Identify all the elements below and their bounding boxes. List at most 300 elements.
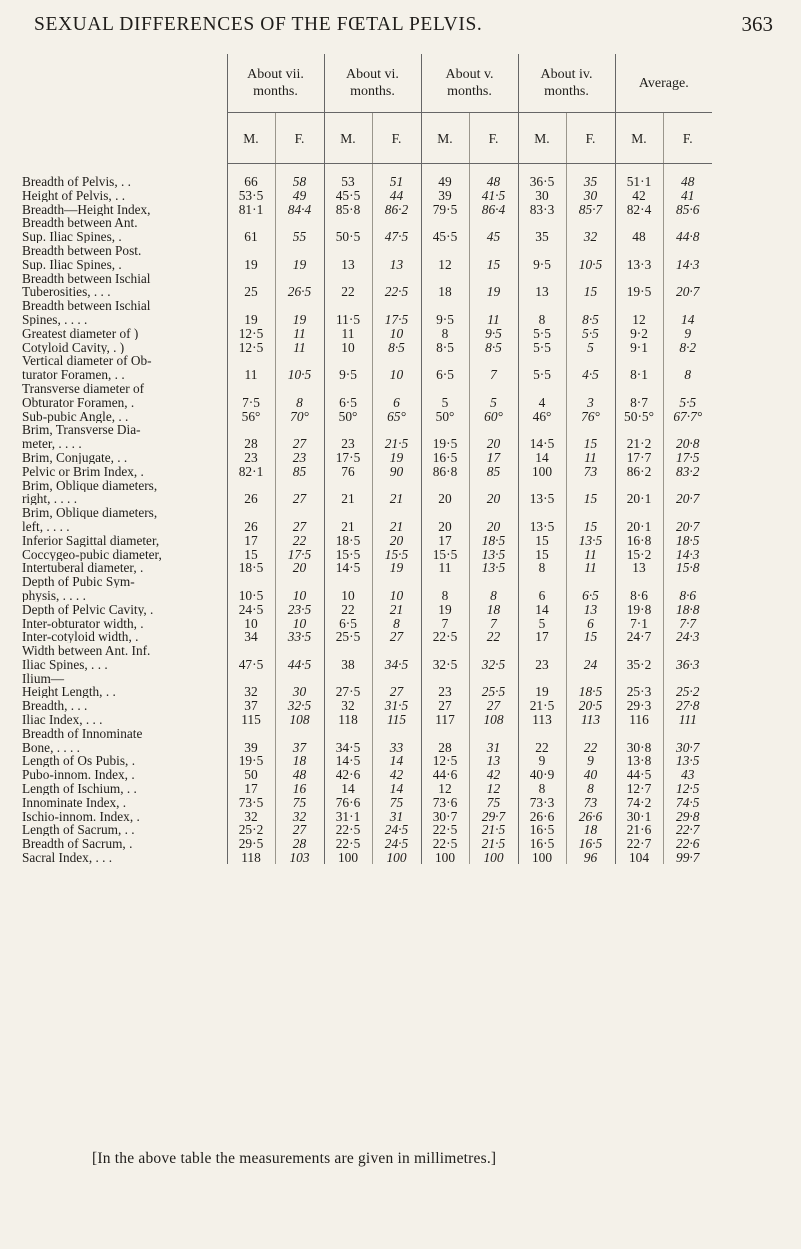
table-row	[20, 602, 712, 616]
cell-male: 14·5	[324, 754, 372, 768]
cell-female	[663, 643, 712, 657]
cell-male: 79·5	[421, 202, 469, 216]
cell-female: 7	[469, 367, 518, 381]
cell-male: 19	[518, 685, 566, 699]
table-row	[20, 409, 712, 423]
cell-male: 47·5	[227, 657, 275, 671]
cell-female: 24·5	[372, 836, 421, 850]
group-header: About vi. months.	[324, 54, 421, 113]
row-label: Breadth of Sacrum, .	[22, 836, 133, 851]
cell-male	[615, 354, 663, 368]
cell-male	[324, 726, 372, 740]
cell-male: 35·2	[615, 657, 663, 671]
cell-female: 21	[372, 492, 421, 506]
cell-female: 9	[663, 326, 712, 340]
cell-male: 32·5	[421, 657, 469, 671]
cell-male: 18·5	[324, 533, 372, 547]
group-header: About iv. months.	[518, 54, 615, 113]
cell-male: 42·6	[324, 767, 372, 781]
cell-female: 11	[275, 340, 324, 354]
row-label: Brim, Oblique diameters,	[22, 477, 158, 492]
row-label: Bone, . . . .	[22, 739, 80, 754]
cell-male	[421, 216, 469, 230]
cell-male	[615, 671, 663, 685]
cell-female: 111	[663, 712, 712, 726]
cell-male: 13	[518, 285, 566, 299]
cell-female	[469, 574, 518, 588]
cell-male: 66	[227, 164, 275, 189]
cell-male	[615, 298, 663, 312]
cell-male: 9·2	[615, 326, 663, 340]
cell-male: 5	[421, 395, 469, 409]
cell-male	[227, 216, 275, 230]
cell-male: 17	[227, 533, 275, 547]
cell-male: 34	[227, 630, 275, 644]
cell-male: 24·5	[227, 602, 275, 616]
cell-female: 11	[275, 326, 324, 340]
cell-male: 44·5	[615, 767, 663, 781]
cell-male	[421, 671, 469, 685]
table-row	[20, 395, 712, 409]
cell-female: 22·6	[663, 836, 712, 850]
sex-header: F.	[469, 113, 518, 164]
cell-male	[324, 298, 372, 312]
page-number: 363	[741, 12, 773, 36]
table-row	[20, 726, 712, 740]
cell-female: 65°	[372, 409, 421, 423]
cell-female: 30	[275, 685, 324, 699]
cell-female	[469, 643, 518, 657]
cell-male: 61	[227, 229, 275, 243]
cell-female: 15	[566, 285, 615, 299]
cell-male: 23	[227, 450, 275, 464]
cell-male: 4	[518, 395, 566, 409]
row-label: Obturator Foramen, .	[22, 394, 135, 409]
cell-female	[372, 505, 421, 519]
cell-female: 22·5	[372, 285, 421, 299]
table-row	[20, 809, 712, 823]
row-label: right, . . . .	[22, 491, 78, 506]
cell-female: 74·5	[663, 795, 712, 809]
cell-female: 85	[469, 464, 518, 478]
cell-female: 30	[566, 188, 615, 202]
cell-male: 34·5	[324, 740, 372, 754]
cell-male	[227, 298, 275, 312]
cell-female: 11	[566, 547, 615, 561]
cell-female: 36·3	[663, 657, 712, 671]
group-header: About vii. months.	[227, 54, 324, 113]
cell-male	[421, 423, 469, 437]
cell-female	[469, 298, 518, 312]
cell-female: 44·8	[663, 229, 712, 243]
cell-male	[227, 726, 275, 740]
cell-female: 76°	[566, 409, 615, 423]
cell-female: 19	[275, 312, 324, 326]
cell-male: 23	[421, 685, 469, 699]
cell-female: 8	[469, 588, 518, 602]
cell-male: 28	[227, 436, 275, 450]
cell-female: 86·2	[372, 202, 421, 216]
cell-female	[275, 726, 324, 740]
cell-male: 7	[421, 616, 469, 630]
cell-male	[324, 574, 372, 588]
cell-male	[227, 243, 275, 257]
cell-female: 18	[469, 602, 518, 616]
cell-male	[421, 478, 469, 492]
table-row	[20, 216, 712, 230]
cell-female: 41·5	[469, 188, 518, 202]
cell-female: 45	[469, 229, 518, 243]
cell-male	[227, 354, 275, 368]
row-label: Inter-cotyloid width, .	[22, 629, 139, 644]
table-row	[20, 367, 712, 381]
cell-female	[663, 354, 712, 368]
cell-male: 32	[227, 809, 275, 823]
cell-male: 10	[227, 616, 275, 630]
cell-female: 34·5	[372, 657, 421, 671]
cell-female: 26·5	[275, 285, 324, 299]
cell-female: 17	[469, 450, 518, 464]
cell-male: 11·5	[324, 312, 372, 326]
cell-male: 22	[324, 602, 372, 616]
cell-male: 13·5	[518, 519, 566, 533]
cell-female: 96	[566, 850, 615, 864]
cell-male: 22	[324, 285, 372, 299]
cell-female: 15·5	[372, 547, 421, 561]
cell-male	[421, 505, 469, 519]
cell-male	[324, 423, 372, 437]
cell-female: 84·4	[275, 202, 324, 216]
cell-female: 21	[372, 519, 421, 533]
cell-female: 18·5	[566, 685, 615, 699]
cell-male: 9·5	[421, 312, 469, 326]
cell-female: 29·8	[663, 809, 712, 823]
cell-male: 21	[324, 492, 372, 506]
cell-female: 20·5	[566, 698, 615, 712]
cell-male	[324, 271, 372, 285]
cell-male: 35	[518, 229, 566, 243]
cell-male: 10	[324, 588, 372, 602]
cell-female	[275, 671, 324, 685]
table-row	[20, 561, 712, 575]
cell-male: 25·2	[227, 823, 275, 837]
cell-female: 17·5	[663, 450, 712, 464]
cell-male	[518, 643, 566, 657]
cell-female: 12·5	[663, 781, 712, 795]
cell-female: 27	[469, 698, 518, 712]
cell-male: 48	[615, 229, 663, 243]
cell-male: 18·5	[227, 561, 275, 575]
cell-male	[518, 243, 566, 257]
cell-male: 12	[421, 257, 469, 271]
row-label: Vertical diameter of Ob-	[22, 353, 152, 368]
cell-male: 81·1	[227, 202, 275, 216]
cell-male	[518, 216, 566, 230]
cell-male: 22	[518, 740, 566, 754]
cell-male: 8·5	[421, 340, 469, 354]
cell-male: 16·5	[518, 823, 566, 837]
cell-male: 83·3	[518, 202, 566, 216]
cell-male	[227, 478, 275, 492]
cell-female: 115	[372, 712, 421, 726]
table-row	[20, 698, 712, 712]
cell-male	[324, 505, 372, 519]
table-body	[20, 164, 712, 865]
table-row	[20, 243, 712, 257]
row-label: Ilium—	[22, 670, 65, 685]
cell-male: 19	[227, 312, 275, 326]
cell-female: 18	[566, 823, 615, 837]
cell-female: 14	[663, 312, 712, 326]
row-label: Breadth between Post.	[22, 243, 142, 257]
cell-female: 37	[275, 740, 324, 754]
table-row	[20, 285, 712, 299]
cell-male: 8·1	[615, 367, 663, 381]
table-row	[20, 381, 712, 395]
cell-female: 27	[275, 492, 324, 506]
cell-female	[275, 381, 324, 395]
cell-male: 12·5	[227, 340, 275, 354]
cell-female: 49	[275, 188, 324, 202]
row-label: Intertuberal diameter, .	[22, 560, 144, 575]
cell-female: 6	[372, 395, 421, 409]
cell-male: 32	[324, 698, 372, 712]
row-label: Coccygeo-pubic diameter,	[22, 546, 162, 561]
cell-female: 42	[469, 767, 518, 781]
table-row	[20, 836, 712, 850]
cell-male: 73·5	[227, 795, 275, 809]
cell-male: 22·5	[421, 836, 469, 850]
cell-female	[469, 671, 518, 685]
table-row	[20, 767, 712, 781]
table-row	[20, 312, 712, 326]
cell-male: 50°	[324, 409, 372, 423]
cell-male: 17	[421, 533, 469, 547]
cell-female: 100	[372, 850, 421, 864]
cell-female: 32·5	[275, 698, 324, 712]
cell-female: 13·5	[469, 561, 518, 575]
table-row	[20, 533, 712, 547]
cell-female: 15·8	[663, 561, 712, 575]
cell-female: 20	[275, 561, 324, 575]
cell-female: 4·5	[566, 367, 615, 381]
cell-female: 11	[469, 312, 518, 326]
row-label: Depth of Pelvic Cavity, .	[22, 601, 154, 616]
table-row	[20, 450, 712, 464]
cell-male: 86·8	[421, 464, 469, 478]
cell-male: 23	[324, 436, 372, 450]
cell-female: 7	[469, 616, 518, 630]
cell-male	[518, 354, 566, 368]
cell-male: 13	[615, 561, 663, 575]
cell-female: 33	[372, 740, 421, 754]
cell-male: 17·5	[324, 450, 372, 464]
row-label: Breadth, . . .	[22, 698, 88, 713]
cell-male	[227, 671, 275, 685]
cell-male: 85·8	[324, 202, 372, 216]
cell-male	[227, 381, 275, 395]
cell-male: 25·5	[324, 630, 372, 644]
cell-female	[469, 726, 518, 740]
cell-male	[615, 243, 663, 257]
cell-female	[372, 423, 421, 437]
cell-male: 31·1	[324, 809, 372, 823]
cell-female	[566, 298, 615, 312]
cell-female	[469, 505, 518, 519]
cell-male	[615, 271, 663, 285]
cell-male	[421, 381, 469, 395]
cell-male: 12·5	[421, 754, 469, 768]
cell-male: 117	[421, 712, 469, 726]
cell-male: 44·6	[421, 767, 469, 781]
cell-male	[324, 354, 372, 368]
row-label: Breadth of Innominate	[22, 726, 143, 740]
cell-male: 100	[421, 850, 469, 864]
measurements-table	[20, 54, 712, 864]
cell-male	[421, 726, 469, 740]
cell-female: 17·5	[372, 312, 421, 326]
cell-female: 103	[275, 850, 324, 864]
cell-male	[518, 574, 566, 588]
cell-female	[566, 574, 615, 588]
sex-header: F.	[566, 113, 615, 164]
cell-female: 40	[566, 767, 615, 781]
row-label: Breadth of Pelvis, . .	[22, 174, 131, 188]
cell-female	[275, 643, 324, 657]
cell-female: 31	[469, 740, 518, 754]
cell-female: 16·5	[566, 836, 615, 850]
cell-female: 51	[372, 164, 421, 189]
cell-male: 16·5	[421, 450, 469, 464]
cell-male: 50	[227, 767, 275, 781]
table-row	[20, 164, 712, 189]
row-label: Pelvic or Brim Index, .	[22, 463, 144, 478]
cell-male	[615, 574, 663, 588]
cell-female	[372, 381, 421, 395]
cell-female: 22	[275, 533, 324, 547]
cell-female: 24	[566, 657, 615, 671]
table-row	[20, 781, 712, 795]
cell-female: 15	[566, 630, 615, 644]
cell-female: 14·3	[663, 547, 712, 561]
cell-male: 9·1	[615, 340, 663, 354]
cell-female	[566, 216, 615, 230]
cell-female: 9	[566, 754, 615, 768]
cell-female: 13	[469, 754, 518, 768]
cell-female: 19	[275, 257, 324, 271]
cell-male: 5·5	[518, 340, 566, 354]
cell-male	[518, 478, 566, 492]
cell-female	[469, 423, 518, 437]
cell-male: 5·5	[518, 326, 566, 340]
cell-female	[663, 381, 712, 395]
cell-male: 118	[227, 850, 275, 864]
cell-female: 18	[275, 754, 324, 768]
cell-female: 31	[372, 809, 421, 823]
row-label: Tuberosities, . . .	[22, 284, 111, 299]
cell-male: 15	[518, 547, 566, 561]
cell-female: 108	[469, 712, 518, 726]
cell-male: 28	[421, 740, 469, 754]
cell-male: 19	[421, 602, 469, 616]
table-row	[20, 643, 712, 657]
table-row	[20, 547, 712, 561]
row-label: physis, . . . .	[22, 588, 86, 602]
cell-female: 85	[275, 464, 324, 478]
cell-female: 13·5	[566, 533, 615, 547]
cell-female: 3	[566, 395, 615, 409]
cell-male: 82·4	[615, 202, 663, 216]
cell-male: 24·7	[615, 630, 663, 644]
cell-male: 10·5	[227, 588, 275, 602]
cell-female: 8	[372, 616, 421, 630]
cell-male: 9	[518, 754, 566, 768]
cell-male: 118	[324, 712, 372, 726]
table-row	[20, 574, 712, 588]
row-label: Length of Ischium, . .	[22, 781, 137, 796]
cell-female	[275, 216, 324, 230]
cell-male: 20·1	[615, 492, 663, 506]
table-row	[20, 795, 712, 809]
row-label: Breadth between Ischial	[22, 298, 151, 313]
table-row	[20, 464, 712, 478]
cell-male: 29·5	[227, 836, 275, 850]
row-label: Cotyloid Cavity, . )	[22, 339, 125, 354]
cell-male: 50·5	[324, 229, 372, 243]
cell-male: 74·2	[615, 795, 663, 809]
row-label: Height Length, . .	[22, 684, 116, 699]
cell-female: 30·7	[663, 740, 712, 754]
cell-female: 13·5	[663, 754, 712, 768]
cell-female: 27	[372, 685, 421, 699]
cell-male	[421, 271, 469, 285]
cell-female: 29·7	[469, 809, 518, 823]
cell-female	[469, 381, 518, 395]
cell-female: 24·3	[663, 630, 712, 644]
table-row	[20, 257, 712, 271]
row-label: Brim, Oblique diameters,	[22, 505, 158, 520]
group-header-row	[20, 54, 712, 113]
cell-male	[227, 505, 275, 519]
cell-female: 35	[566, 164, 615, 189]
cell-male: 9·5	[518, 257, 566, 271]
cell-female: 18·5	[663, 533, 712, 547]
cell-male: 5	[518, 616, 566, 630]
cell-female: 48	[275, 767, 324, 781]
cell-female: 27	[275, 436, 324, 450]
cell-female: 27	[372, 630, 421, 644]
cell-male: 27	[421, 698, 469, 712]
cell-male: 18	[421, 285, 469, 299]
cell-female: 67·7°	[663, 409, 712, 423]
cell-female: 15	[469, 257, 518, 271]
cell-male	[518, 271, 566, 285]
cell-female: 83·2	[663, 464, 712, 478]
cell-male	[421, 643, 469, 657]
cell-male: 6	[518, 588, 566, 602]
cell-male: 113	[518, 712, 566, 726]
cell-male: 53	[324, 164, 372, 189]
cell-male: 13·8	[615, 754, 663, 768]
cell-female	[275, 298, 324, 312]
cell-male	[615, 423, 663, 437]
cell-male: 116	[615, 712, 663, 726]
cell-male	[518, 505, 566, 519]
cell-male: 26	[227, 519, 275, 533]
cell-male: 23	[518, 657, 566, 671]
cell-female: 41	[663, 188, 712, 202]
cell-female	[372, 671, 421, 685]
